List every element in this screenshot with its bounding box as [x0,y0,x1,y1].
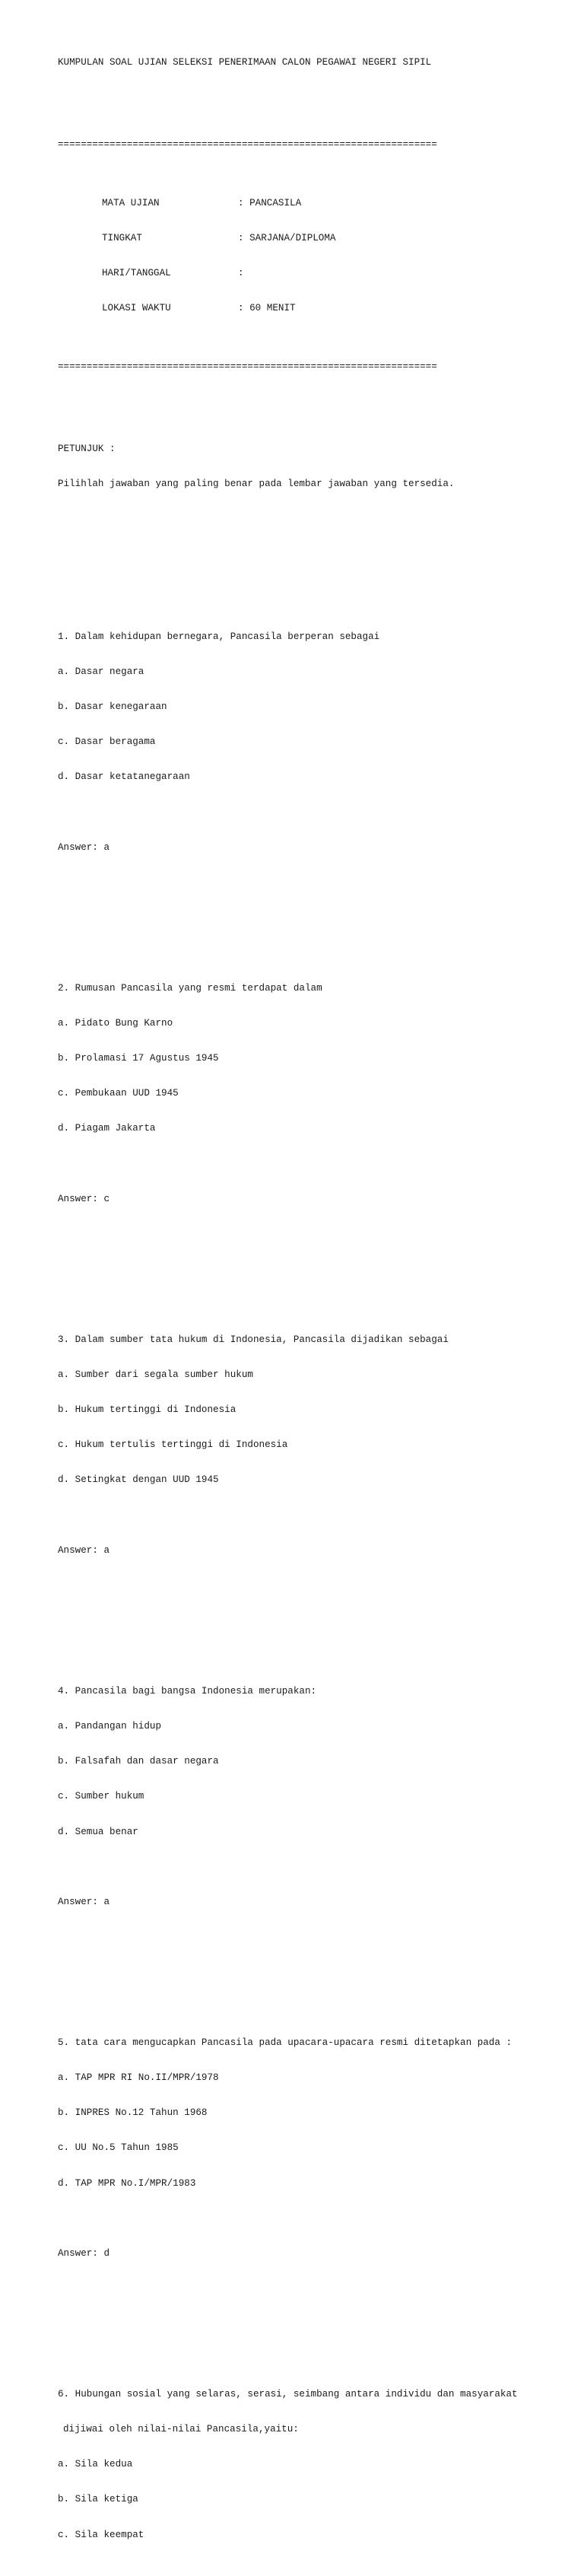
question-4 [58,1662,575,1967]
meta-row-time [58,303,575,314]
separator-bottom: ================================================================== [58,361,437,373]
option-d: d. Semua benar [58,1826,138,1837]
question-text: 3. Dalam sumber tata hukum di Indonesia, Pancasila dijadikan sebagai [58,1334,449,1345]
option-c: c. Hukum tertulis tertinggi di Indonesia [58,1439,288,1451]
question-6 [58,2365,575,2565]
option-b: b. Falsafah dan dasar negara [58,1756,219,1767]
spacer [58,396,575,408]
spacer [58,2283,575,2295]
meta-value: : SARJANA/DIPLOMA [238,232,336,243]
option-b: b. Sila ketiga [58,2494,138,2505]
separator-top: ================================================================== [58,138,437,150]
spacer [58,2213,575,2225]
meta-key: HARI/TANGGAL [102,268,171,279]
option-d: d. Piagam Jakarta [58,1123,156,1134]
spacer [58,549,575,561]
option-a: a. Dasar negara [58,666,144,677]
instructions-heading: PETUNJUK : [58,444,116,455]
option-a: a. Pidato Bung Karno [58,1017,173,1029]
meta-value: : PANCASILA [238,197,302,208]
option-b: b. Prolamasi 17 Agustus 1945 [58,1052,219,1064]
option-a: a. Sumber dari segala sumber hukum [58,1369,253,1380]
option-c: c. Sumber hukum [58,1791,144,1802]
option-b: b. Dasar kenegaraan [58,701,167,712]
exam-meta [58,174,575,339]
answer: Answer: a [58,841,110,853]
option-a: a. Pandangan hidup [58,1720,162,1732]
spacer [58,807,575,819]
answer: Answer: c [58,1193,110,1204]
option-a: a. Sila kedua [58,2459,133,2470]
spacer [58,877,575,889]
option-d: d. Setingkat dengan UUD 1945 [58,1474,219,1486]
spacer [58,1229,575,1240]
option-c: c. Sila keempat [58,2529,144,2540]
question-text: 2. Rumusan Pancasila yang resmi terdapat dalam [58,982,322,994]
spacer [58,92,575,103]
spacer [58,1862,575,1873]
question-text: 1. Dalam kehidupan bernegara, Pancasila berperan sebagai [58,631,380,642]
meta-key: MATA UJIAN [102,197,160,208]
question-text: 6. Hubungan sosial yang selaras, serasi, seimbang antara individu dan masyarakat [58,2388,518,2399]
spacer [58,1932,575,1943]
question-text: 4. Pancasila bagi bangsa Indonesia merupakan: [58,1685,317,1697]
option-b: b. Hukum tertinggi di Indonesia [58,1404,236,1416]
meta-row-level [58,233,575,244]
option-c: c. Pembukaan UUD 1945 [58,1088,179,1099]
answer: Answer: a [58,1544,110,1556]
question-text-continued: dijiwai oleh nilai-nilai Pancasila,yaitu: [63,2424,299,2435]
option-c: c. Dasar beragama [58,736,156,748]
document-page [58,33,575,2576]
option-d: d. Dasar ketatanegaraan [58,771,190,783]
meta-row-date [58,268,575,279]
answer: Answer: d [58,2247,110,2259]
spacer [58,514,575,525]
spacer [58,1159,575,1170]
meta-value: : [238,268,244,279]
question-2 [58,959,575,1264]
question-3 [58,1311,575,1615]
document-title: KUMPULAN SOAL UJIAN SELEKSI PENERIMAAN CALON PEGAWAI NEGERI SIPIL [58,56,432,68]
option-d: d. TAP MPR No.I/MPR/1983 [58,2177,196,2189]
instructions-text: Pilihlah jawaban yang paling benar pada lembar jawaban yang tersedia. [58,479,455,490]
answer: Answer: a [58,1896,110,1907]
meta-key: TINGKAT [102,232,142,243]
spacer [58,1580,575,1592]
question-text: 5. tata cara mengucapkan Pancasila pada upacara-upacara resmi ditetapkan pada : [58,2037,513,2048]
meta-value: : 60 MENIT [238,303,296,314]
meta-row-subject [58,198,575,209]
option-a: a. TAP MPR RI No.II/MPR/1978 [58,2072,219,2083]
question-1 [58,608,575,912]
spacer [58,1510,575,1522]
option-b: b. INPRES No.12 Tahun 1968 [58,2107,208,2119]
meta-key: LOKASI WAKTU [102,303,171,314]
option-c: c. UU No.5 Tahun 1985 [58,2142,179,2154]
question-5 [58,2014,575,2318]
